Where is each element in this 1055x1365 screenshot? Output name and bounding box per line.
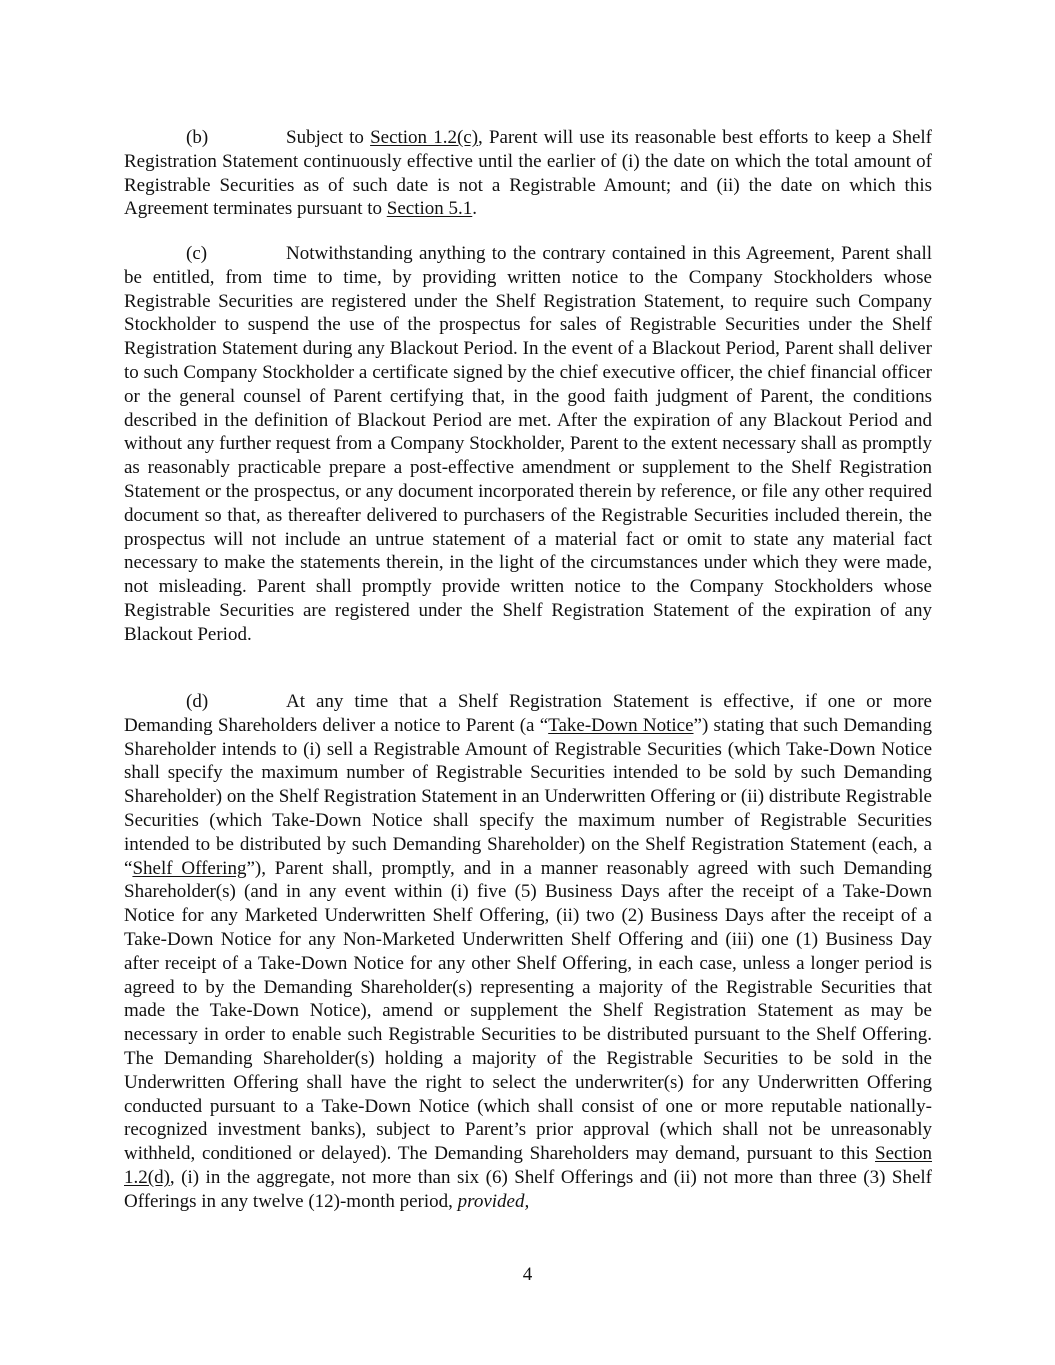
section-reference: Section 1.2(d) [124,1143,932,1188]
paragraph-label: (c) [186,243,208,264]
paragraph-text: , Parent will use its reasonable best efforts to keep a Shelf Registration Statement continuously effective until the earlier of (i) the date on which the total amount of Registrable Securities as of such date is not a Registrable Amount; and (ii) the date on which this Agreement terminates pursuant to [124,127,932,220]
paragraph-c [124,242,932,647]
paragraph-text: Subject to [286,127,371,148]
defined-term: Shelf Offering [132,857,247,879]
section-reference: Section 1.2(c) [370,127,479,148]
section-reference: Section 5.1 [386,198,473,220]
paragraph-label: (d) [186,691,209,712]
italic-term: provided, [457,1190,530,1212]
paragraph-text: ”), Parent shall, promptly, and in a manner reasonably agreed with such Demanding Shareholder(s) (and in any event within (i) five (5) Business Days after the receipt of a Take-Down Notice for any Marketed Underwritten Shelf Offering, (ii) two (2) Business Days after the receipt of a Take-Down Notice for any Non-Marketed Underwritten Shelf Offering and (iii) one (1) Business Day after receipt of a Take-Down Notice for any other Shelf Offering, in each case, unless a longer period is agreed to by the Demanding Shareholder(s) representing a majority of the Registrable Securities that made the Take-Down Notice), amend or supplement the Shelf Registration Statement as may be necessary in order to enable such Registrable Securities to be distributed pursuant to the Shelf Offering. The Demanding Shareholder(s) holding a majority of the Registrable Securities to be sold in the Underwritten Offering shall have the right to select the underwriter(s) for any Underwritten Offering conducted pursuant to a Take-Down Notice (which shall consist of one or more reputable nationally-recognized investment banks), subject to Parent’s prior approval (which shall not be unreasonably withheld, conditioned or delayed). The Demanding Shareholders may demand, pursuant to this [124,857,932,1165]
paragraph-text: Notwithstanding anything to the contrary contained in this Agreement, Parent shall be entitled, from time to time, by providing written notice to the Company Stockholders whose Registrable Securities are registered under the Shelf Registration Statement, to require such Company Stockholder to suspend the use of the prospectus for sales of Registrable Securities under the Shelf Registration Statement during any Blackout Period. In the event of a Blackout Period, Parent shall deliver to such Company Stockholder a certificate signed by the chief executive officer, the chief financial officer or the general counsel of Parent certifying that, in the good faith judgment of Parent, the conditions described in the definition of Blackout Period are met. After the expiration of any Blackout Period and without any further request from a Company Stockholder, Parent to the extent necessary shall as promptly as reasonably practicable prepare a post-effective amendment or supplement to the Shelf Registration Statement or the prospectus, or any document incorporated therein by reference, or file any other required document so that, as thereafter delivered to purchasers of the Registrable Securities included therein, the prospectus will not include an untrue statement of a material fact or omit to state any material fact necessary to make the statements therein, in the light of the circumstances under which they were made, not misleading. Parent shall promptly provide written notice to the Company Stockholders whose Registrable Securities are registered under the Shelf Registration Statement of the expiration of any Blackout Period. [124,243,932,645]
paragraph-b [124,126,932,221]
paragraph-text: , (i) in the aggregate, not more than six (6) Shelf Offerings and (ii) not more than three (3) Shelf Offerings in any twelve (12)-month period, [124,1166,932,1212]
paragraph-text: At any time that a Shelf Registration Statement is effective, if one or more Demanding Shareholders deliver a notice to Parent (a “ [124,691,932,736]
paragraph-text: ”) stating that such Demanding Shareholder intends to (i) sell a Registrable Amount of Registrable Securities (which Take-Down Notice shall specify the maximum number of Registrable Securities intended to be sold by such Demanding Shareholder) on the Shelf Registration Statement in an Underwritten Offering or (ii) distribute Registrable Securities (which Take-Down Notice shall specify the maximum number of Registrable Securities intended to be distributed by such Demanding Shareholder) on the Shelf Registration Statement (each, a “ [124,714,933,879]
paragraph-d [124,690,932,1214]
page-number: 4 [522,1264,533,1285]
defined-term: Take-Down Notice [548,714,694,736]
paragraph-label: (b) [186,127,209,148]
paragraph-text: . [472,198,478,220]
